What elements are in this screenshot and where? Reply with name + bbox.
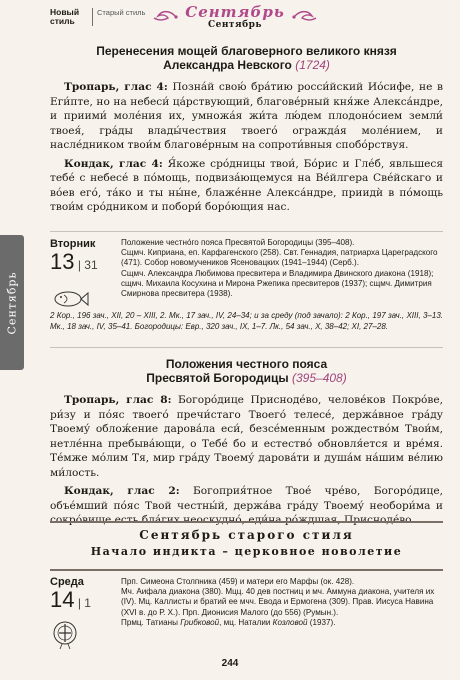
day13-saint-line: Сщмч. Александра Любимова пресвитера и Владимира Двинского диакона (1918); сщмч. Михаила Косухина и Мирона Ржепика пресвитеров (1937); сщмч. Димитрия Смирнова пресвитера (1938). [121,268,434,299]
header-style-labels [50,8,145,26]
day14-saint-line: Прп. Симеона Столпника (459) и матери его Марфы (ок. 428). [121,577,355,586]
day13-header [50,238,120,315]
day14-header [50,576,120,654]
day13-saint-line: Сщмч. Киприана, еп. Карфагенского (258). Свт. Геннадия, патриарха Цареградского (471). Собор новомучеников Ясеновацких (1941–1944) (Серб.). [121,248,438,268]
old-style-label: Старый стиль [97,8,146,17]
day14-old: 1 [84,596,91,610]
section-holy-belt [50,357,443,528]
section1-troparion [50,80,443,153]
day14-saint-line: Мч. Аифала диакона (380). Мцц. 40 дев постниц и мч. Аммуна диакона, учителя их (IV). Мц. Каллисты и братий ее мчч. Евода и Ермогена (309). Прав. Иисуса Навина (XVI в. до Р. Х.). Прп. Дионисия Малого (до 556) (Румын.). [121,587,435,617]
day13-old: 31 [84,258,98,272]
month-title-ornamental: Сентябрь [185,3,285,21]
month-side-tab [0,235,24,370]
day14-saint-line: Прмц. Татианы Грибковой, мц. Наталии Козловой (1937). [121,617,336,627]
divider-line [50,347,443,348]
section2-title-line1: Положения честного пояса [165,357,328,371]
troparion-text: Богоро́дице Присноде́во, челове́ков Покро́ве, ри́зу и по́яс твоего́ пречи́стаго Твоего́ телесе́, держа́вное гра́ду Твоему́ облож́ение дарова́ла еси́, безсе́менным рождество́м Твои́м, нетле́нна пребыва́ющи, о Тебе́ бо и естество́ обновля́ется и вре́мя. Тéмже мо́лим Тя, мир гра́ду Твоему́ дарова́ти и душа́м на́шим ве́лию ми́лость. [50,394,443,479]
day14-weekday: Среда [50,576,84,588]
day14-new: 14 [50,587,75,612]
section2-troparion [50,393,443,480]
day13-saints [121,238,443,299]
section1-title-year: (1724) [295,58,330,72]
section1-title-line1: Перенесения мощей благоверного великого князя [96,44,397,58]
page-number: 244 [221,658,239,669]
section1-title-line2: Александра Невского [163,58,292,72]
cross-in-circle-icon [50,618,80,650]
section2-title-year: (395–408) [292,371,347,385]
day13-readings: 2 Кор., 196 зач., XII, 20 – XIII, 2. Мк., 17 зач., IV, 24–34; и за среду (под зачало): 2 Кор., 197 зач., XIII, 3–13. Мк., 18 зач., IV, 35–41. Богородицы: Евр., 320 зач., IX, 1–7. Лк., 54 зач., X, 38–42; XI, 27–28. [50,311,443,331]
header-divider [92,8,93,26]
banner-line1: Сентябрь старого стиля [139,528,354,542]
side-tab-label: Сентябрь [5,271,19,334]
day13-saint-line: Положение честно́го пояса Пресвятой Богородицы (395–408). [121,238,355,247]
kontakion-label: Кондак, глас 4: [64,157,163,170]
troparion-label: Тропарь, глас 8: [64,394,172,406]
section-alexander-nevsky [50,44,443,215]
day13-weekday: Вторник [50,238,96,250]
kontakion-text: Богоприя́тное Твое́ чре́во, Богоро́дице, объе́мший по́яс Твой честны́й, держа́ва гра́ду Твоему́ необори́ма и сокро́вище есть бла́гих неоскудно́, еди́на ро́ждшая, Присноде́во. [50,485,443,526]
new-style-label: Новый стиль [50,7,80,26]
day14-number: 14 | 1 [50,587,91,612]
troparion-text: Позна́й свою́ бра́тию росси́йский Ио́сифе, не в Еги́пте, но на небеси́ ца́рствующий, благове́рный кня́же Алекса́ндре, и приими́ моле́ния их, умножа́я жи́та лю́дем плодоно́сием земли́ твоея́, гра́ды влады́чествия твоего́ огражда́я моле́нием, и насле́дником твои́м благове́рным на сопроти́вныя спобо́рствуя. [50,81,443,151]
day13-new: 13 [50,249,75,274]
old-style-banner [50,521,443,571]
banner-line2: Начало индикта – церковное новолетие [90,545,403,558]
divider-line [50,231,443,232]
month-title: Сентябрь [207,20,263,30]
kontakion-text: Я́коже сро́дницы твои́, Бо́рис и Гле́б, явльшеся тебе́ с небесе́ в по́мощь, подвиза́ющемуся на Ве́йлгера Све́йскаго и во́ев его́, та́ко и ты ны́не, блаже́нне Алекса́ндре, приидѝ в по́мощь твои́м сро́дником и побори́ боро́ющия нас. [50,157,444,213]
kontakion-label: Кондак, глас 2: [64,485,180,497]
day13-number: 13 | 31 [50,249,98,274]
section2-title-line2: Пресвятой Богородицы [146,371,289,385]
day14-saints [121,577,443,628]
troparion-label: Тропарь, глас 4: [64,81,168,93]
section2-title [50,357,443,385]
right-ornament-icon [292,8,320,26]
section1-title [50,44,443,72]
section1-kontakion [50,157,443,215]
header-month [170,4,300,30]
fasting-fish-icon [50,285,90,311]
